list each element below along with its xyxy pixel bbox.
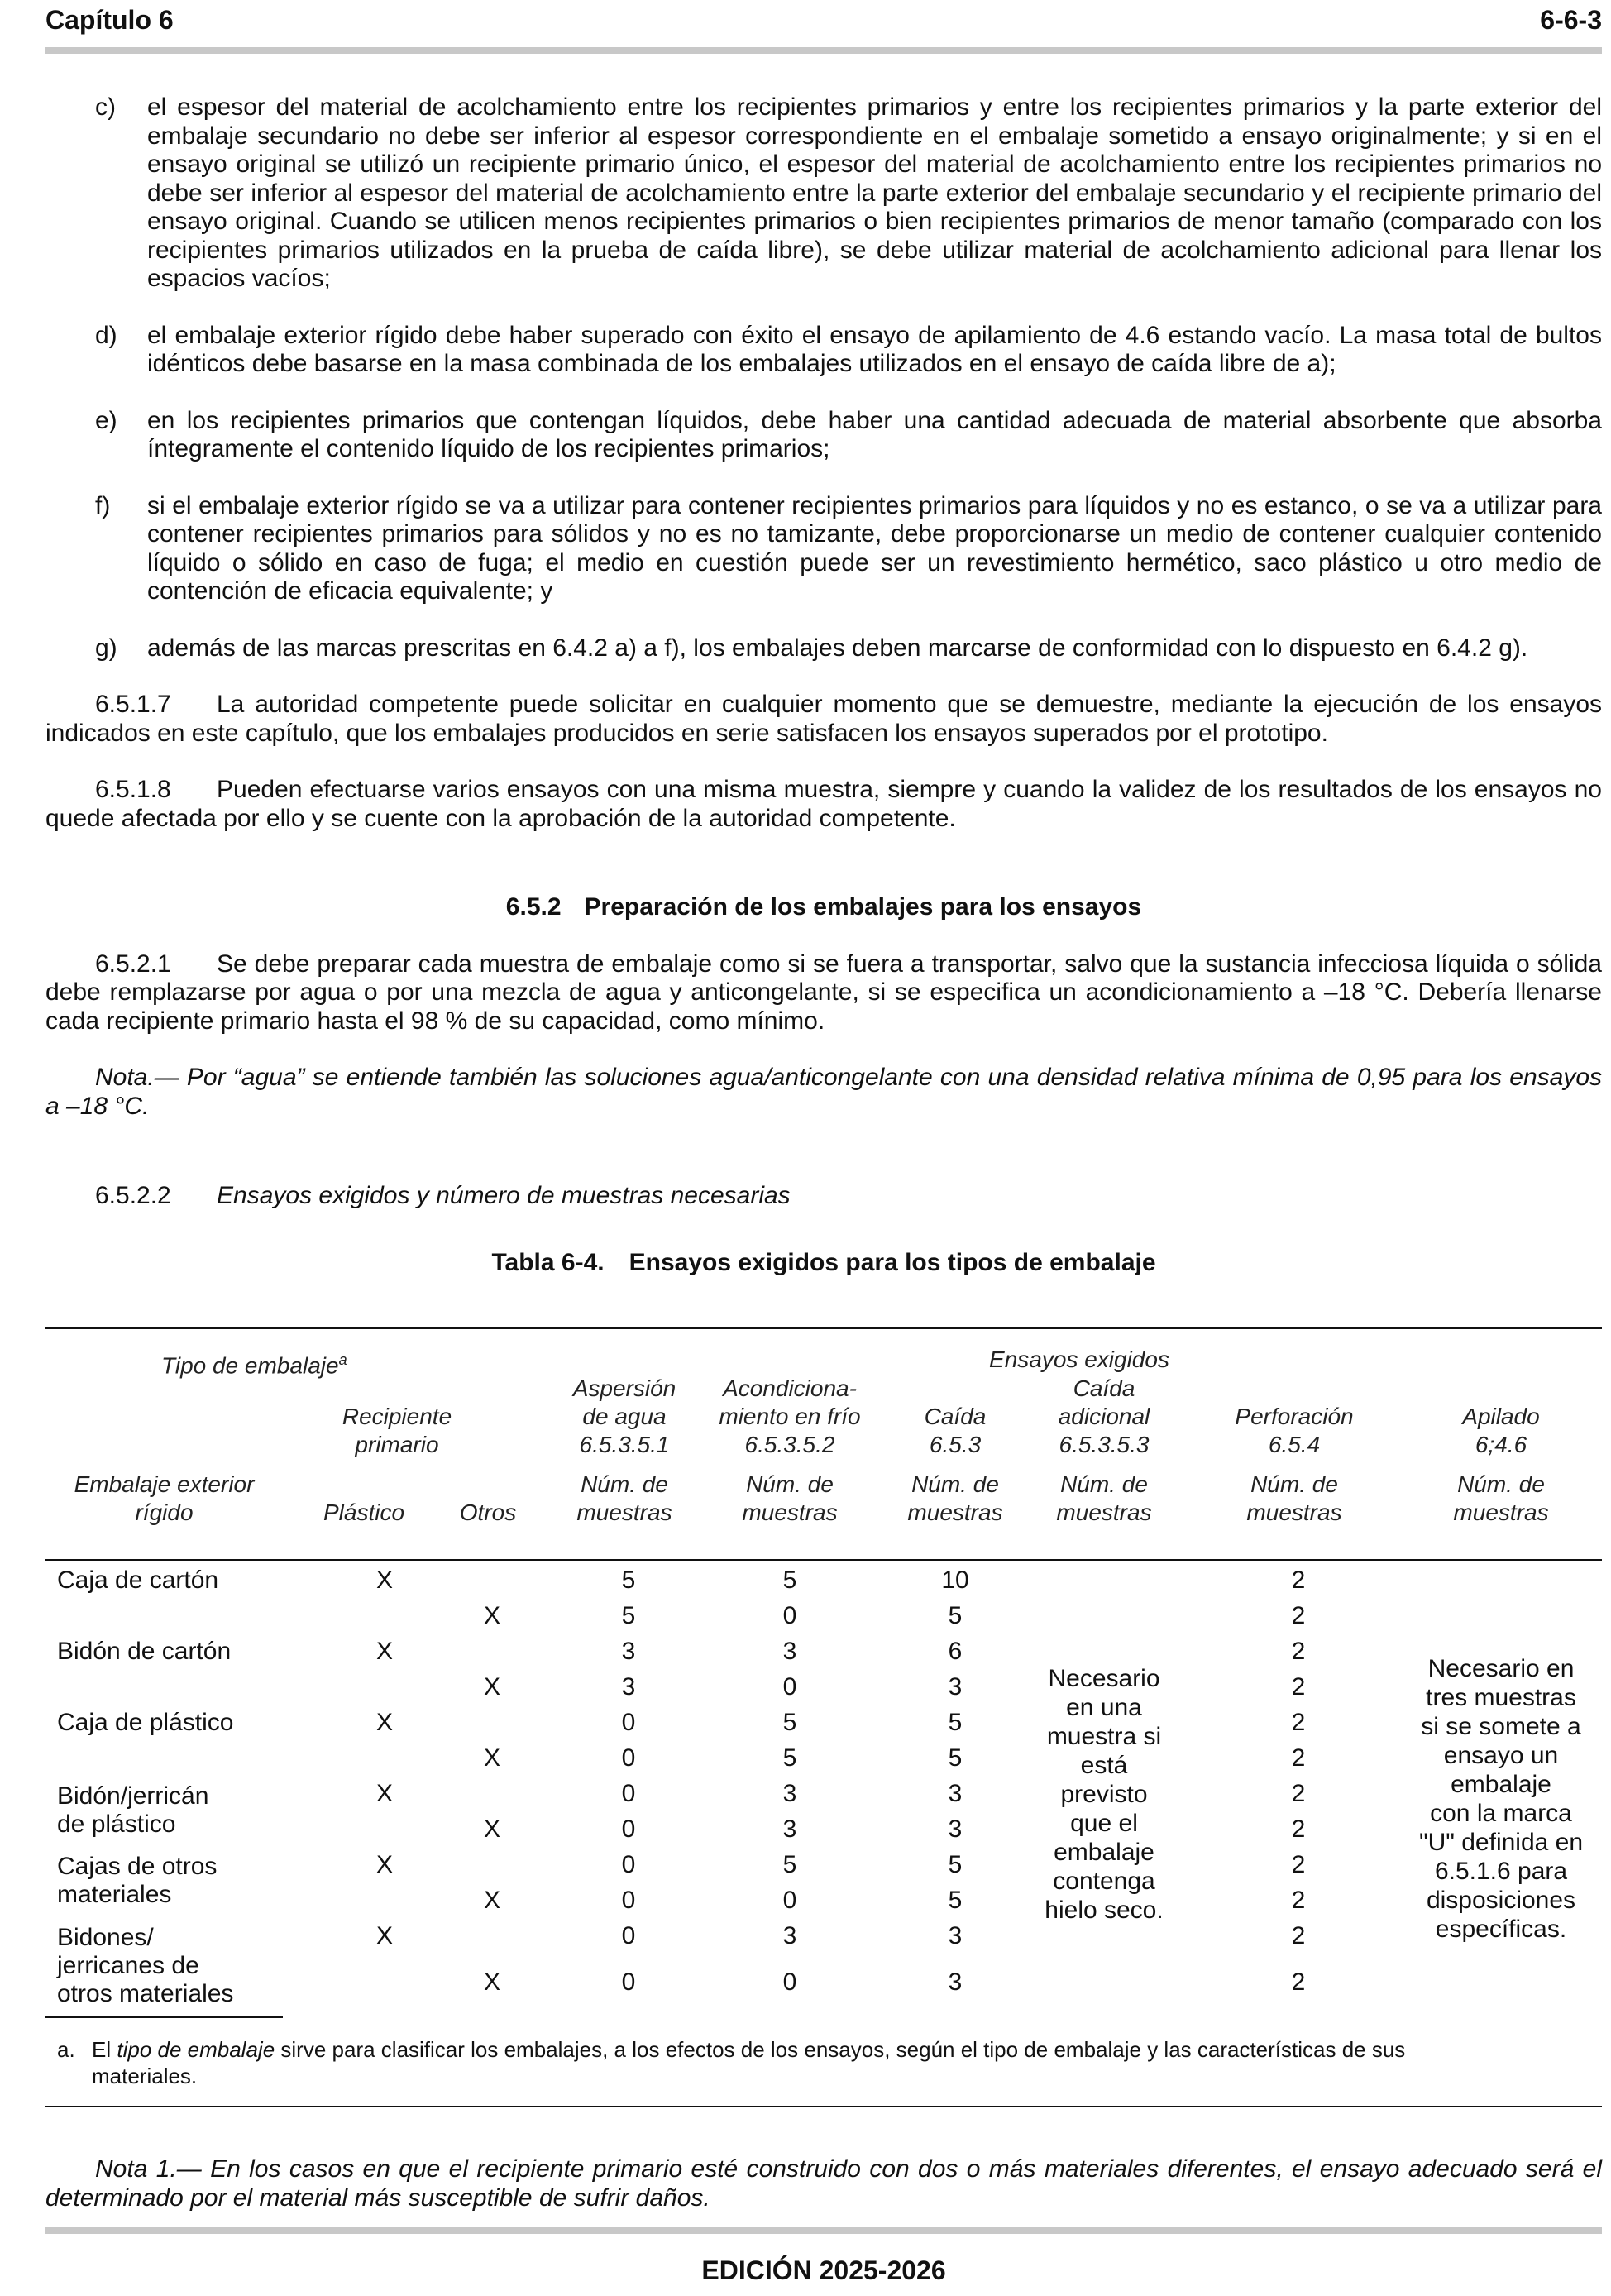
stub-bidones-otros xyxy=(57,1924,233,2008)
list-item-e xyxy=(45,407,1602,464)
table-cell-frio: 0 xyxy=(782,1602,797,1629)
paragraph-text: La autoridad competente puede solicitar en cualquier momento que se demuestre, mediante la ejecución de los ensayos indicados en este capítulo, que los embalajes producidos en serie satisfacen los ensayos superados por el prototipo. xyxy=(45,691,1602,747)
footnote-emphasis: tipo de embalaje xyxy=(117,2037,275,2062)
stub-caja-carton xyxy=(57,1567,218,1595)
span-line: muestra si xyxy=(1046,1723,1162,1750)
table-cell-otros: X xyxy=(483,1744,500,1772)
chapter-label: Capítulo 6 xyxy=(45,5,174,35)
table-cell-aspersion: 0 xyxy=(621,1780,636,1807)
section-heading xyxy=(45,893,1602,922)
list-item-c xyxy=(45,93,1602,294)
header-apilado-l2: Apilado xyxy=(1462,1404,1540,1429)
table-cell-perforacion: 2 xyxy=(1291,1709,1306,1736)
table-cell-caida: 3 xyxy=(948,1815,963,1843)
table-cell-plastico: X xyxy=(375,1709,393,1736)
list-item-d xyxy=(45,322,1602,379)
note-water: Nota.— Por “agua” se entiende también las soluciones agua/anticongelante con una densidad relativa mínima de 0,95 para los ensayos a –18 °C. xyxy=(45,1064,1602,1120)
span-line: "U" definida en xyxy=(1418,1829,1584,1856)
span-line: está xyxy=(1080,1752,1128,1779)
stub-bidon-carton xyxy=(57,1638,231,1666)
table-number: Tabla 6-4. xyxy=(491,1248,605,1276)
header-frio-m1: Núm. de xyxy=(746,1471,834,1497)
table-cell-caida: 3 xyxy=(948,1922,963,1949)
note-1: Nota 1.— En los casos en que el recipiente primario esté construido con dos o más materiales diferentes, el ensayo adecuado será el determinado por el material más susceptible de sufrir daños. xyxy=(45,2155,1602,2212)
table-rule-bottom xyxy=(45,2106,1602,2107)
paragraph-6-5-2-1 xyxy=(45,950,1602,1036)
header-caida-m1: Núm. de xyxy=(911,1471,999,1497)
span-line: contenga xyxy=(1053,1868,1155,1895)
header-caida-m2: muestras xyxy=(907,1500,1003,1525)
header-aspersion-l2: de agua xyxy=(582,1404,667,1429)
paragraph-6-5-1-8 xyxy=(45,776,1602,833)
header-plastico: Plástico xyxy=(323,1500,405,1525)
paragraph-number: 6.5.1.8 xyxy=(95,776,171,803)
table-rule-top xyxy=(45,1327,1602,1329)
table-cell-plastico: X xyxy=(375,1638,393,1665)
table-cell-caida: 10 xyxy=(941,1567,969,1594)
span-line: Necesario en xyxy=(1427,1655,1575,1682)
table-cell-caida: 3 xyxy=(948,1673,963,1700)
subsection-number: 6.5.2.2 xyxy=(95,1182,171,1209)
table-cell-perforacion: 2 xyxy=(1291,1602,1306,1629)
header-caida-l3: 6.5.3 xyxy=(929,1432,982,1457)
header-caida-adicional-l2: adicional xyxy=(1058,1404,1150,1429)
table-cell-otros: X xyxy=(483,1968,500,1996)
span-line: embalaje xyxy=(1451,1771,1551,1798)
span-line: disposiciones xyxy=(1426,1887,1576,1914)
table-cell-aspersion: 0 xyxy=(621,1744,636,1772)
apilado-note xyxy=(1402,1654,1600,1944)
stub-line: jerricanes de xyxy=(57,1952,199,1979)
table-cell-frio: 3 xyxy=(782,1638,797,1665)
header-ensayos-exigidos: Ensayos exigidos xyxy=(989,1347,1169,1372)
header-perforacion-m2: muestras xyxy=(1246,1500,1342,1525)
header-frio-l2: miento en frío xyxy=(719,1404,861,1429)
body-text xyxy=(45,93,1602,1277)
list-item-label: f) xyxy=(95,491,111,519)
paragraph-number: 6.5.2.1 xyxy=(95,949,171,978)
table-rule-header xyxy=(45,1559,1602,1561)
span-line: previsto xyxy=(1060,1781,1148,1808)
footnote-pre: El xyxy=(92,2037,112,2062)
header-frio-m2: muestras xyxy=(742,1500,838,1525)
footnote-marker: a xyxy=(338,1351,347,1368)
header-aspersion-l3: 6.5.3.5.1 xyxy=(579,1432,670,1457)
list-item-text: el embalaje exterior rígido debe haber superado con éxito el ensayo de apilamiento de 4.6 estando vacío. La masa total de bultos idénticos debe basarse en la masa combinada de los embalajes utilizados en el ensayo de caída libre de a); xyxy=(147,321,1602,377)
list-item-text: el espesor del material de acolchamiento entre los recipientes primarios y entre los recipientes primarios y la parte exterior del embalaje secundario no debe ser inferior al espesor correspondiente en el embalaje sometido a ensayo originalmente; y si en el ensayo original se utilizó un recipiente primario único, el espesor del material de acolchamiento entre los recipientes primarios no debe ser inferior al espesor del material de acolchamiento entre la parte exterior del embalaje secundario y el recipiente primario del ensayo original. Cuando se utilicen menos recipientes primarios o bien recipientes primarios de menor tamaño (comparado con los recipientes primarios utilizados en la prueba de caída libre), se debe utilizar material de acolchamiento adicional para llenar los espacios vacíos; xyxy=(147,93,1602,292)
footer-rule xyxy=(45,2227,1602,2234)
paragraph-number: 6.5.1.7 xyxy=(95,691,171,718)
header-perforacion-m1: Núm. de xyxy=(1250,1471,1338,1497)
header-caida-adicional-l1: Caída xyxy=(1073,1375,1135,1401)
table-cell-otros: X xyxy=(483,1887,500,1914)
table-cell-frio: 5 xyxy=(782,1567,797,1594)
table-cell-perforacion: 2 xyxy=(1291,1887,1306,1914)
stub-line: Caja de plástico xyxy=(57,1709,234,1736)
table-cell-perforacion: 2 xyxy=(1291,1567,1306,1594)
span-line: específicas. xyxy=(1435,1916,1567,1943)
header-frio-l3: 6.5.3.5.2 xyxy=(744,1432,835,1457)
table-cell-perforacion: 2 xyxy=(1291,1673,1306,1700)
header-caida-adicional-l3: 6.5.3.5.3 xyxy=(1059,1432,1150,1457)
table-cell-caida: 5 xyxy=(948,1851,963,1878)
table-cell-perforacion: 2 xyxy=(1291,1780,1306,1807)
span-line: ensayo un xyxy=(1443,1742,1559,1769)
stub-caja-plastico xyxy=(57,1709,233,1737)
header-apilado-m2: muestras xyxy=(1453,1500,1549,1525)
paragraph-text: Se debe preparar cada muestra de embalaje como si se fuera a transportar, salvo que la sustancia infecciosa líquida o sólida debe remplazarse por agua o por una mezcla de agua y anticongelante, si se especifica un acondicionamiento a –18 °C. Debería llenarse cada recipiente primario hasta el 98 % de su capacidad, como mínimo. xyxy=(45,949,1602,1035)
table-cell-frio: 5 xyxy=(782,1744,797,1772)
span-line: que el xyxy=(1070,1810,1138,1837)
table-cell-caida: 5 xyxy=(948,1602,963,1629)
list-item-text: en los recipientes primarios que contengan líquidos, debe haber una cantidad adecuada de material absorbente que absorba íntegramente el contenido líquido de los recipientes primarios; xyxy=(147,406,1602,462)
table-cell-aspersion: 5 xyxy=(621,1567,636,1594)
table-cell-caida: 3 xyxy=(948,1780,963,1807)
list-item-text: si el embalaje exterior rígido se va a utilizar para contener recipientes primarios para líquidos y no es estanco, o se va a utilizar para contener recipientes primarios para sólidos y no es no tamizante, debe proporcionarse un medio de contener cualquier contenido líquido o sólido en caso de fuga; el medio en cuestión puede ser un revestimiento hermético, saco plástico u otro medio de contención de eficacia equivalente; y xyxy=(147,491,1602,605)
header-recipiente-1: Recipiente xyxy=(342,1404,452,1429)
table-cell-caida: 6 xyxy=(948,1638,963,1665)
list-item-label: d) xyxy=(95,321,117,349)
span-line: con la marca xyxy=(1430,1800,1572,1827)
section-title: Preparación de los embalajes para los ensayos xyxy=(584,893,1142,921)
stub-line: Bidones/ xyxy=(57,1924,154,1951)
span-line: embalaje xyxy=(1054,1839,1154,1866)
header-aspersion-m1: Núm. de xyxy=(581,1471,668,1497)
table-cell-frio: 3 xyxy=(782,1815,797,1843)
running-header xyxy=(45,5,1602,38)
stub-line: Caja de cartón xyxy=(57,1567,219,1594)
table-cell-otros: X xyxy=(483,1815,500,1843)
table-cell-frio: 5 xyxy=(782,1709,797,1736)
table-title xyxy=(45,1249,1602,1278)
header-exterior-2: rígido xyxy=(135,1500,194,1525)
header-perforacion-l2: Perforación xyxy=(1235,1404,1354,1429)
page-reference: 6-6-3 xyxy=(1540,5,1602,35)
table-cell-aspersion: 3 xyxy=(621,1673,636,1700)
table-cell-plastico: X xyxy=(375,1780,393,1807)
header-tipo-text: Tipo de embalaje xyxy=(161,1352,339,1379)
table-cell-aspersion: 0 xyxy=(621,1968,636,1996)
span-line: si se somete a xyxy=(1421,1713,1581,1740)
table-cell-perforacion: 2 xyxy=(1291,1815,1306,1843)
table-cell-perforacion: 2 xyxy=(1291,1638,1306,1665)
list-item-label: c) xyxy=(95,93,116,121)
table-footnote xyxy=(57,2036,1602,2089)
table-cell-frio: 0 xyxy=(782,1673,797,1700)
table-cell-aspersion: 0 xyxy=(621,1922,636,1949)
table-cell-perforacion: 2 xyxy=(1291,1922,1306,1949)
header-aspersion-m2: muestras xyxy=(576,1500,672,1525)
subsection-title: Ensayos exigidos y número de muestras necesarias xyxy=(217,1182,791,1209)
table-cell-caida: 3 xyxy=(948,1968,963,1996)
table-cell-aspersion: 0 xyxy=(621,1887,636,1914)
header-apilado-m1: Núm. de xyxy=(1457,1471,1545,1497)
list-item-label: e) xyxy=(95,406,117,434)
table-cell-caida: 5 xyxy=(948,1744,963,1772)
span-line: tres muestras xyxy=(1426,1684,1576,1711)
footnote-post: sirve para clasificar los embalajes, a los efectos de los ensayos, según el tipo de embalaje y las características de sus xyxy=(280,2037,1406,2062)
header-aspersion-l1: Aspersión xyxy=(572,1375,676,1401)
header-rule xyxy=(45,47,1602,54)
caida-adicional-note xyxy=(1021,1664,1187,1925)
span-line: en una xyxy=(1066,1694,1142,1721)
table-cell-otros: X xyxy=(483,1602,500,1629)
table-cell-caida: 5 xyxy=(948,1887,963,1914)
document-page xyxy=(45,0,1602,2296)
header-caida-l2: Caída xyxy=(924,1404,987,1429)
table-cell-aspersion: 3 xyxy=(621,1638,636,1665)
table-cell-perforacion: 2 xyxy=(1291,1968,1306,1996)
section-number: 6.5.2 xyxy=(505,893,562,921)
table-cell-plastico: X xyxy=(375,1851,393,1878)
list-item-text: además de las marcas prescritas en 6.4.2 a) a f), los embalajes deben marcarse de conformidad con lo dispuesto en 6.4.2 g). xyxy=(147,634,1528,662)
table-cell-frio: 3 xyxy=(782,1780,797,1807)
stub-line: Bidón/jerricán xyxy=(57,1782,209,1810)
table-cell-frio: 0 xyxy=(782,1887,797,1914)
table-cell-frio: 0 xyxy=(782,1968,797,1996)
table-cell-aspersion: 5 xyxy=(621,1602,636,1629)
table-cell-frio: 5 xyxy=(782,1851,797,1878)
stub-line: de plástico xyxy=(57,1810,176,1838)
table-cell-caida: 5 xyxy=(948,1709,963,1736)
footnote-continuation: materiales. xyxy=(92,2064,198,2088)
span-line: 6.5.1.6 para xyxy=(1434,1858,1568,1885)
subsection-heading xyxy=(45,1182,1602,1211)
tests-table xyxy=(45,1327,1602,2107)
header-caida-adicional-m2: muestras xyxy=(1056,1500,1152,1525)
header-caida-adicional-m1: Núm. de xyxy=(1060,1471,1148,1497)
stub-bidon-plastico xyxy=(57,1782,208,1839)
stub-line: otros materiales xyxy=(57,1980,234,2007)
list-item-f xyxy=(45,492,1602,606)
header-frio-l1: Acondiciona- xyxy=(723,1375,857,1401)
header-tipo-embalaje xyxy=(161,1346,347,1380)
table-cell-plastico: X xyxy=(375,1567,393,1594)
footnote-label: a. xyxy=(57,2037,75,2062)
table-cell-otros: X xyxy=(483,1673,500,1700)
table-caption: Ensayos exigidos para los tipos de embalaje xyxy=(629,1248,1156,1276)
list-item-label: g) xyxy=(95,634,117,662)
table-cell-aspersion: 0 xyxy=(621,1815,636,1843)
stub-line: materiales xyxy=(57,1881,172,1908)
table-cell-frio: 3 xyxy=(782,1922,797,1949)
list-item-g xyxy=(45,634,1602,663)
header-apilado-l3: 6;4.6 xyxy=(1475,1432,1527,1457)
table-cell-perforacion: 2 xyxy=(1291,1744,1306,1772)
stub-line: Cajas de otros xyxy=(57,1853,218,1880)
span-line: Necesario xyxy=(1048,1665,1160,1692)
table-cell-aspersion: 0 xyxy=(621,1851,636,1878)
table-cell-plastico: X xyxy=(375,1922,393,1949)
stub-line: Bidón de cartón xyxy=(57,1638,232,1665)
header-perforacion-l3: 6.5.4 xyxy=(1268,1432,1321,1457)
paragraph-6-5-1-7 xyxy=(45,691,1602,748)
span-line: hielo seco. xyxy=(1045,1897,1164,1924)
header-recipiente-2: primario xyxy=(355,1432,439,1457)
paragraph-text: Pueden efectuarse varios ensayos con una misma muestra, siempre y cuando la validez de los resultados de los ensayos no quede afectada por ello y se cuente con la aprobación de la autoridad competente. xyxy=(45,776,1602,832)
table-cell-aspersion: 0 xyxy=(621,1709,636,1736)
header-exterior-1: Embalaje exterior xyxy=(74,1471,255,1497)
header-otros: Otros xyxy=(459,1500,517,1525)
table-cell-perforacion: 2 xyxy=(1291,1851,1306,1878)
table-rule-stub xyxy=(45,2016,283,2018)
edition-footer: EDICIÓN 2025-2026 xyxy=(701,2255,946,2285)
stub-cajas-otros xyxy=(57,1853,217,1909)
